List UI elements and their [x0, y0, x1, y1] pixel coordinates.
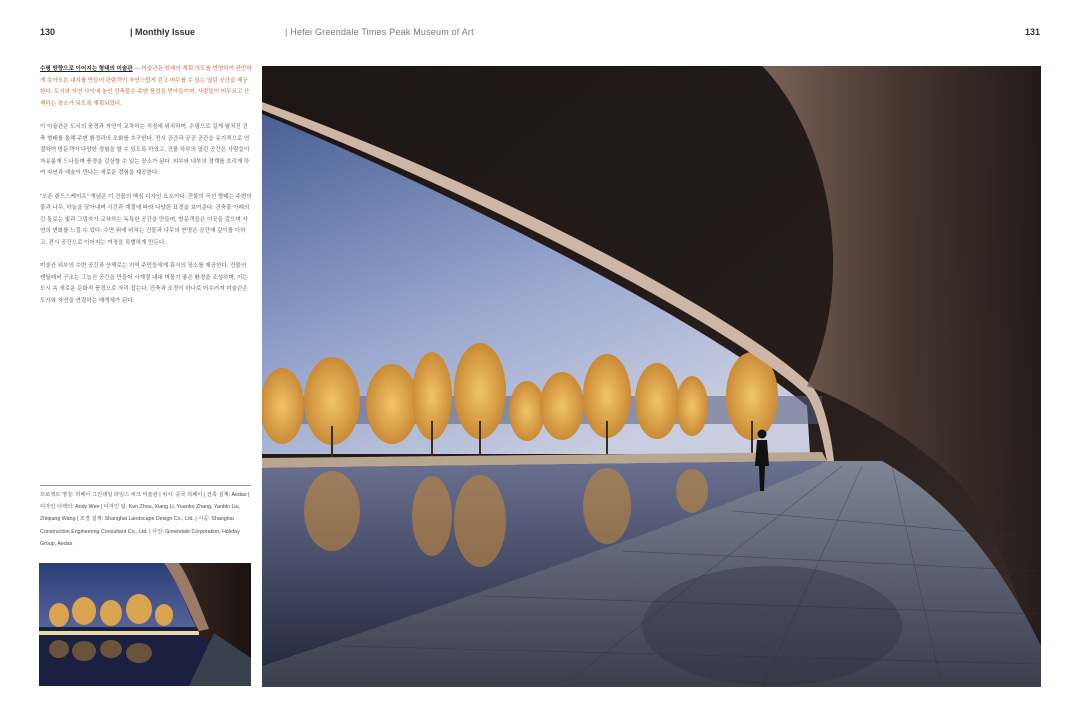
paragraph-text: — 미술관은 원래의 계획 의도를 반영하여 완만하게 솟아오른 대지를 만들어 관람객이 자연스럽게 걷고 머무를 수 있는 열린 공간을 제공한다. 도시와 자연 사이에 놓인 건축물은 주변 풍경을 받아들이며, 사람들이 머무르고 산책하는 장소가 되도록 계획되었다. — [40, 66, 252, 107]
page-number-left: 130 — [40, 27, 56, 37]
main-photograph — [262, 66, 1041, 687]
paragraph-2: 이 미술관은 도시의 풍경과 자연이 교차하는 지점에 위치하며, 수평으로 길게 펼쳐진 건축 형태를 통해 주변 환경과의 조화를 추구한다. 전시 공간과 공공 공간을 유기적으로 연결하여 방문객이 다양한 경험을 할 수 있도록 하였고, 건물 하부의 열린 공간은 사람들이 자유롭게 드나들며 풍경을 감상할 수 있는 장소가 된다. 외부와 내부의 경계를 흐리게 하여 자연과 예술이 만나는 새로운 경험을 제공한다. — [40, 124, 250, 176]
project-credits: 프로젝트 명칭: 허페이 그린데일 타임스 피크 미술관 | 위치: 중국 허페이 | 건축 설계: Aedas | 디자인 디렉터: Andy Wen | 디자인 팀: Ken Zhou, Xiang Li, Yuanbo Zhang, Yanbin Liu, Zhiqiang Wang | 조경 설계: Shanghai Landscape Design Co., Ltd. | 시공: Shanghai Construction Engineering Consultant Co., Ltd. | 사진: Greendale Corporation, Holiday Group, Aedas — [40, 492, 250, 547]
paragraph-1 — [40, 64, 252, 110]
paragraph-3: "오픈 랜드스케이프" 개념은 이 건물의 핵심 디자인 요소이다. 건물의 곡선 형태는 주변의 물과 나무, 하늘을 담아내며 시간과 계절에 따라 다양한 표정을 보여준다. 건축물 아래의 긴 통로는 빛과 그림자가 교차하는 독특한 공간을 만들며, 방문객들은 이곳을 걸으며 자연의 변화를 느낄 수 있다. 수면 위에 비치는 건물과 나무의 반영은 공간에 깊이를 더하고, 전시 공간으로 이어지는 여정을 특별하게 만든다. — [40, 193, 252, 246]
article-body — [40, 64, 252, 319]
credits-divider — [40, 485, 251, 486]
thumbnail-photo — [39, 563, 251, 686]
article-title: | Hefei Greendale Times Peak Museum of Art — [285, 27, 474, 37]
issue-label: | Monthly Issue — [130, 27, 196, 37]
paragraph-4: 미술관 외부의 수변 공간과 산책로는 지역 주민들에게 휴식의 장소를 제공한다. 건물의 캔틸레버 구조는 그늘진 공간을 만들어 사계절 내내 머물기 좋은 환경을 조성하며, 이는 도시 속 새로운 문화적 풍경으로 자리 잡는다. 건축과 조경이 하나로 어우러져 미술관은 도시와 자연을 연결하는 매개체가 된다. — [40, 263, 248, 304]
paragraph-lead: 수평 방향으로 이어지는 형태의 미술관 — [40, 66, 133, 72]
page-number-right: 131 — [1024, 27, 1040, 37]
